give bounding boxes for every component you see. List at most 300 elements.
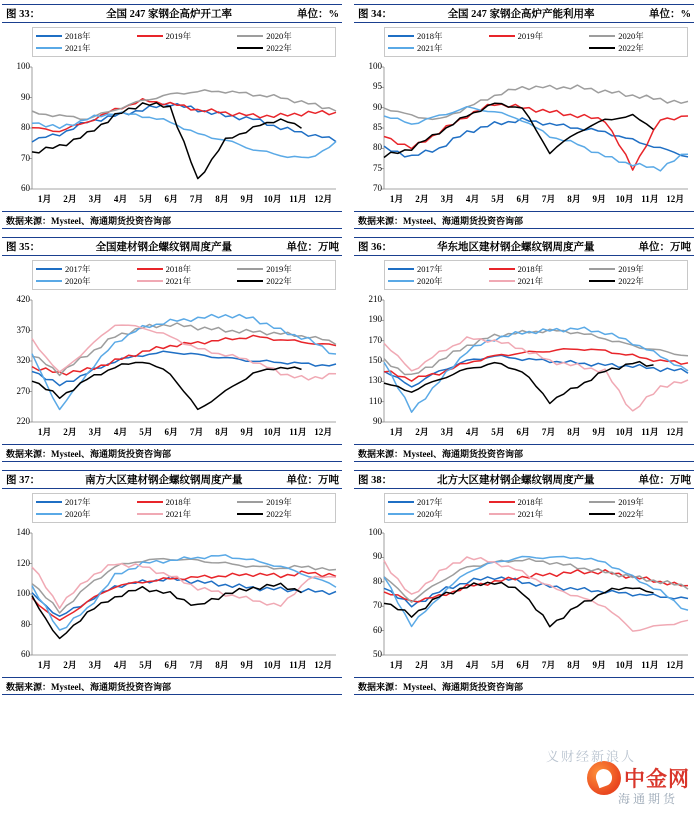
legend-row [388, 42, 684, 54]
x-axis-tick: 9月 [592, 427, 607, 437]
x-axis-tick: 3月 [440, 427, 455, 437]
chart-panel [354, 470, 694, 695]
chart-panel [354, 237, 694, 462]
legend-item[interactable] [237, 508, 332, 520]
x-axis-tick: 12月 [314, 660, 333, 670]
y-axis-tick: 100 [16, 588, 30, 598]
legend-label: 2022年 [266, 43, 292, 53]
figure-title: 全国建材钢企螺纹钢周度产量 [95, 242, 233, 253]
legend-label: 2020年 [65, 276, 91, 286]
series-line [32, 335, 336, 375]
x-axis-tick: 2月 [63, 427, 77, 437]
legend-label: 2018年 [65, 31, 91, 41]
series-line [384, 559, 688, 603]
watermark-faint: 义财经新浪人 [545, 749, 636, 764]
watermark-sub: 海通期货 [617, 792, 678, 806]
figure-tag: 图 34： [358, 9, 393, 20]
legend-row [36, 508, 332, 520]
legend-label: 2019年 [266, 497, 292, 507]
legend-label: 2018年 [517, 497, 544, 507]
x-axis-tick: 10月 [615, 194, 634, 204]
x-axis-tick: 8月 [215, 660, 229, 670]
source-text: 数据来源：Mysteel、海通期货投资咨询部 [358, 681, 523, 692]
x-axis-tick: 4月 [465, 660, 480, 670]
x-axis-tick: 12月 [314, 194, 333, 204]
series-line [32, 112, 336, 157]
legend-label: 2020年 [618, 31, 644, 41]
x-axis-tick: 8月 [567, 427, 581, 437]
x-axis-tick: 10月 [263, 427, 282, 437]
x-axis-tick: 9月 [592, 194, 607, 204]
panel-header [2, 237, 342, 256]
series-line [384, 85, 688, 119]
legend-item[interactable] [388, 30, 483, 42]
y-axis-tick: 170 [368, 334, 382, 345]
source-text: 数据来源：Mysteel、海通期货投资咨询部 [358, 448, 523, 459]
figure-unit: 单位：万吨 [286, 242, 339, 253]
legend-label: 2018年 [165, 497, 192, 507]
legend-swatch-icon [388, 35, 414, 37]
x-axis [384, 425, 688, 438]
figure-unit: 单位：万吨 [286, 475, 339, 486]
legend-swatch-icon [489, 35, 515, 37]
y-axis-tick: 80 [373, 575, 382, 586]
legend-label: 2021年 [65, 43, 91, 53]
x-axis-tick: 4月 [465, 194, 480, 204]
x-axis-tick: 7月 [541, 194, 556, 204]
x-axis-tick: 10月 [263, 660, 282, 670]
legend-swatch-icon [36, 513, 62, 515]
figure-tag: 图 35： [6, 242, 41, 253]
chart-panel [2, 4, 342, 229]
x-axis-tick: 9月 [240, 660, 255, 670]
x-axis-tick: 1月 [389, 194, 404, 204]
legend-item[interactable] [489, 508, 584, 520]
chart-panel [2, 237, 342, 462]
figure-unit: 单位：万吨 [638, 475, 691, 486]
legend-item[interactable] [36, 508, 131, 520]
chart-legend [384, 260, 688, 290]
chart-panel [2, 470, 342, 695]
figure-tag: 图 38： [358, 475, 393, 486]
legend-swatch-icon [237, 513, 263, 515]
x-axis [384, 658, 688, 671]
x-axis-tick: 4月 [113, 427, 128, 437]
legend-swatch-icon [36, 501, 62, 503]
legend-row [36, 263, 332, 275]
legend-label: 2022年 [618, 276, 644, 286]
legend-row [36, 42, 332, 54]
x-axis-tick: 10月 [263, 194, 282, 204]
x-axis-tick: 10月 [615, 427, 634, 437]
source-text: 数据来源：Mysteel、海通期货投资咨询部 [358, 215, 523, 226]
legend-item[interactable] [589, 30, 684, 42]
legend-item[interactable] [489, 275, 584, 287]
y-axis-tick: 80 [373, 142, 382, 153]
source-note [354, 211, 694, 229]
x-axis-tick: 3月 [88, 194, 103, 204]
legend-label: 2017年 [417, 264, 443, 274]
x-axis-tick: 2月 [415, 427, 429, 437]
legend-row [388, 30, 684, 42]
x-axis [32, 425, 336, 438]
legend-swatch-icon [36, 280, 62, 282]
panel-header [354, 470, 694, 489]
x-axis-tick: 5月 [491, 427, 505, 437]
x-axis-tick: 5月 [491, 194, 505, 204]
x-axis-tick: 1月 [389, 427, 404, 437]
legend-item[interactable] [589, 496, 684, 508]
legend-label: 2019年 [618, 497, 644, 507]
figure-title: 华东地区建材钢企螺纹钢周度产量 [437, 242, 595, 253]
x-axis-tick: 12月 [314, 427, 333, 437]
y-axis-tick: 140 [16, 527, 30, 537]
x-axis-tick: 6月 [164, 427, 179, 437]
legend-item[interactable] [36, 42, 131, 54]
figure-unit: 单位：% [649, 9, 691, 20]
x-axis-tick: 5月 [139, 660, 153, 670]
x-axis-tick: 3月 [88, 427, 103, 437]
legend-swatch-icon [237, 280, 263, 282]
series-line [384, 557, 688, 627]
legend-item[interactable] [589, 275, 684, 287]
y-axis-tick: 70 [373, 600, 382, 611]
legend-label: 2022年 [266, 509, 292, 519]
legend-label: 2018年 [417, 31, 443, 41]
x-axis-tick: 4月 [465, 427, 480, 437]
chart-area [2, 256, 342, 444]
legend-label: 2020年 [65, 509, 91, 519]
y-axis-tick: 120 [16, 557, 30, 568]
legend-item[interactable] [388, 275, 483, 287]
legend-item[interactable] [137, 508, 232, 520]
x-axis-tick: 2月 [63, 194, 77, 204]
legend-swatch-icon [489, 513, 515, 515]
x-axis-tick: 9月 [592, 660, 607, 670]
legend-label: 2019年 [618, 264, 644, 274]
panel-header [2, 470, 342, 489]
legend-item[interactable] [237, 30, 332, 42]
legend-swatch-icon [489, 268, 515, 270]
x-axis-tick: 10月 [615, 660, 634, 670]
x-axis-tick: 1月 [37, 660, 52, 670]
x-axis-tick: 7月 [541, 427, 556, 437]
legend-swatch-icon [237, 47, 263, 49]
series-line [32, 315, 336, 410]
x-axis-tick: 11月 [289, 660, 307, 670]
legend-label: 2017年 [65, 497, 91, 507]
x-axis-tick: 7月 [189, 660, 204, 670]
x-axis-tick: 5月 [139, 194, 153, 204]
legend-label: 2021年 [517, 509, 544, 519]
legend-item[interactable] [137, 30, 232, 42]
legend-row [388, 496, 684, 508]
x-axis [32, 658, 336, 671]
chart-area [2, 23, 342, 211]
x-axis-tick: 6月 [516, 660, 531, 670]
y-axis-tick: 90 [373, 416, 382, 426]
source-note [354, 444, 694, 462]
chart-legend [384, 493, 688, 523]
legend-swatch-icon [589, 501, 615, 503]
chart-legend [32, 260, 336, 290]
x-axis-tick: 7月 [189, 427, 204, 437]
legend-label: 2021年 [417, 43, 443, 53]
legend-item[interactable] [137, 496, 232, 508]
legend-swatch-icon [36, 47, 62, 49]
legend-item[interactable] [388, 496, 483, 508]
legend-item[interactable] [36, 496, 131, 508]
legend-item[interactable] [489, 263, 584, 275]
series-line [32, 564, 336, 609]
legend-swatch-icon [388, 513, 414, 515]
figure-title: 全国 247 家钢企高炉产能利用率 [447, 9, 595, 20]
y-axis-tick: 100 [368, 527, 382, 537]
figure-title: 南方大区建材钢企螺纹钢周度产量 [85, 475, 243, 486]
series-line [32, 103, 302, 179]
figure-title: 北方大区建材钢企螺纹钢周度产量 [437, 475, 595, 486]
legend-swatch-icon [36, 35, 62, 37]
chart-area [2, 489, 342, 677]
figure-unit: 单位：万吨 [638, 242, 691, 253]
legend-row [36, 275, 332, 287]
legend-item[interactable] [137, 275, 232, 287]
legend-label: 2022年 [618, 43, 644, 53]
legend-swatch-icon [388, 501, 414, 503]
x-axis-tick: 12月 [666, 427, 685, 437]
legend-label: 2019年 [266, 264, 292, 274]
chart-area [354, 256, 694, 444]
source-text: 数据来源：Mysteel、海通期货投资咨询部 [6, 448, 171, 459]
legend-item[interactable] [36, 30, 131, 42]
chart-legend [384, 27, 688, 57]
chart-panel [354, 4, 694, 229]
legend-item[interactable] [589, 263, 684, 275]
x-axis-tick: 8月 [215, 194, 229, 204]
legend-swatch-icon [237, 501, 263, 503]
x-axis [384, 192, 688, 205]
series-line [32, 583, 302, 638]
legend-item[interactable] [237, 275, 332, 287]
x-axis-tick: 6月 [164, 660, 179, 670]
x-axis-tick: 3月 [440, 194, 455, 204]
x-axis-tick: 11月 [641, 194, 659, 204]
legend-label: 2021年 [165, 509, 192, 519]
source-note [2, 444, 342, 462]
legend-swatch-icon [589, 280, 615, 282]
x-axis-tick: 12月 [666, 660, 685, 670]
watermark-brand: 中金网 [624, 767, 690, 791]
legend-item[interactable] [36, 275, 131, 287]
legend-swatch-icon [388, 280, 414, 282]
legend-item[interactable] [589, 508, 684, 520]
series-line [32, 99, 336, 132]
legend-row [388, 263, 684, 275]
y-axis-tick: 100 [368, 61, 382, 71]
series-line [32, 363, 302, 410]
x-axis-tick: 3月 [88, 660, 103, 670]
legend-label: 2022年 [618, 509, 644, 519]
legend-item[interactable] [388, 42, 483, 54]
series-line [384, 103, 654, 157]
legend-label: 2017年 [65, 264, 91, 274]
panel-header [2, 4, 342, 23]
legend-row [36, 496, 332, 508]
panel-header [354, 237, 694, 256]
y-axis-tick: 370 [16, 324, 30, 335]
x-axis-tick: 4月 [113, 660, 128, 670]
figure-unit: 单位：% [297, 9, 339, 20]
chart-legend [32, 27, 336, 57]
x-axis-tick: 8月 [567, 660, 581, 670]
x-axis [32, 192, 336, 205]
source-text: 数据来源：Mysteel、海通期货投资咨询部 [6, 681, 171, 692]
x-axis-tick: 11月 [641, 427, 659, 437]
legend-row [388, 508, 684, 520]
legend-swatch-icon [589, 268, 615, 270]
y-axis-tick: 60 [21, 649, 30, 659]
legend-item[interactable] [237, 263, 332, 275]
legend-item[interactable] [589, 42, 684, 54]
y-axis-tick: 90 [21, 91, 30, 102]
legend-label: 2017年 [417, 497, 443, 507]
y-axis-tick: 130 [368, 375, 382, 386]
x-axis-tick: 11月 [641, 660, 659, 670]
y-axis-tick: 85 [373, 122, 382, 132]
x-axis-tick: 2月 [415, 660, 429, 670]
x-axis-tick: 11月 [289, 427, 307, 437]
y-axis-tick: 60 [21, 183, 30, 193]
x-axis-tick: 7月 [189, 194, 204, 204]
x-axis-tick: 6月 [164, 194, 179, 204]
x-axis-tick: 5月 [139, 427, 153, 437]
source-text: 数据来源：Mysteel、海通期货投资咨询部 [6, 215, 171, 226]
y-axis-tick: 210 [368, 294, 382, 304]
legend-swatch-icon [388, 268, 414, 270]
legend-swatch-icon [237, 268, 263, 270]
legend-swatch-icon [137, 268, 163, 270]
y-axis-tick: 190 [368, 314, 382, 325]
legend-swatch-icon [489, 501, 515, 503]
x-axis-tick: 2月 [63, 660, 77, 670]
legend-label: 2019年 [165, 31, 192, 41]
legend-label: 2021年 [165, 276, 192, 286]
x-axis-tick: 2月 [415, 194, 429, 204]
x-axis-tick: 6月 [516, 194, 531, 204]
y-axis-tick: 70 [373, 183, 382, 193]
legend-swatch-icon [388, 47, 414, 49]
x-axis-tick: 6月 [516, 427, 531, 437]
chart-area [354, 489, 694, 677]
legend-label: 2021年 [517, 276, 544, 286]
legend-item[interactable] [36, 263, 131, 275]
legend-row [388, 275, 684, 287]
logo-ball-icon [587, 761, 621, 795]
x-axis-tick: 8月 [567, 194, 581, 204]
y-axis-tick: 220 [16, 416, 30, 426]
y-axis-tick: 90 [373, 551, 382, 562]
x-axis-tick: 11月 [289, 194, 307, 204]
legend-item[interactable] [388, 508, 483, 520]
chart-legend [32, 493, 336, 523]
legend-label: 2020年 [417, 276, 443, 286]
y-axis-tick: 80 [21, 618, 30, 629]
legend-item[interactable] [489, 496, 584, 508]
legend-item[interactable] [489, 30, 584, 42]
legend-swatch-icon [589, 35, 615, 37]
y-axis-tick: 420 [16, 294, 30, 304]
series-line [384, 582, 654, 626]
legend-swatch-icon [137, 501, 163, 503]
x-axis-tick: 3月 [440, 660, 455, 670]
x-axis-tick: 9月 [240, 194, 255, 204]
y-axis-tick: 95 [373, 81, 382, 92]
legend-label: 2022年 [266, 276, 292, 286]
source-note [2, 677, 342, 695]
y-axis-tick: 150 [368, 355, 382, 365]
legend-swatch-icon [489, 280, 515, 282]
legend-item[interactable] [137, 263, 232, 275]
y-axis-tick: 320 [16, 355, 30, 365]
y-axis-tick: 75 [373, 162, 382, 173]
legend-swatch-icon [137, 513, 163, 515]
legend-label: 2019年 [517, 31, 544, 41]
legend-label: 2018年 [517, 264, 544, 274]
x-axis-tick: 1月 [37, 427, 52, 437]
series-line [32, 555, 336, 630]
figure-title: 全国 247 家钢企高炉开工率 [106, 9, 233, 20]
legend-swatch-icon [237, 35, 263, 37]
figure-tag: 图 37： [6, 475, 41, 486]
x-axis-tick: 9月 [240, 427, 255, 437]
y-axis-tick: 80 [21, 122, 30, 132]
series-line [384, 327, 688, 412]
legend-swatch-icon [589, 47, 615, 49]
legend-swatch-icon [137, 35, 163, 37]
legend-item[interactable] [237, 42, 332, 54]
y-axis-tick: 50 [373, 649, 382, 659]
figure-tag: 图 36： [358, 242, 393, 253]
legend-row [36, 30, 332, 42]
y-axis-tick: 70 [21, 152, 30, 163]
chart-area [354, 23, 694, 211]
x-axis-tick: 5月 [491, 660, 505, 670]
source-note [354, 677, 694, 695]
y-axis-tick: 100 [16, 61, 30, 71]
legend-item[interactable] [388, 263, 483, 275]
legend-item[interactable] [237, 496, 332, 508]
x-axis-tick: 1月 [389, 660, 404, 670]
x-axis-tick: 4月 [113, 194, 128, 204]
x-axis-tick: 7月 [541, 660, 556, 670]
x-axis-tick: 8月 [215, 427, 229, 437]
panel-header [354, 4, 694, 23]
legend-swatch-icon [137, 280, 163, 282]
source-note [2, 211, 342, 229]
legend-swatch-icon [36, 268, 62, 270]
legend-label: 2020年 [266, 31, 292, 41]
figure-tag: 图 33： [6, 9, 41, 20]
x-axis-tick: 1月 [37, 194, 52, 204]
y-axis-tick: 60 [373, 624, 382, 635]
series-line [32, 559, 336, 613]
legend-label: 2020年 [417, 509, 443, 519]
y-axis-tick: 270 [16, 385, 30, 396]
legend-swatch-icon [589, 513, 615, 515]
y-axis-tick: 110 [368, 395, 382, 406]
legend-label: 2018年 [165, 264, 192, 274]
x-axis-tick: 12月 [666, 194, 685, 204]
